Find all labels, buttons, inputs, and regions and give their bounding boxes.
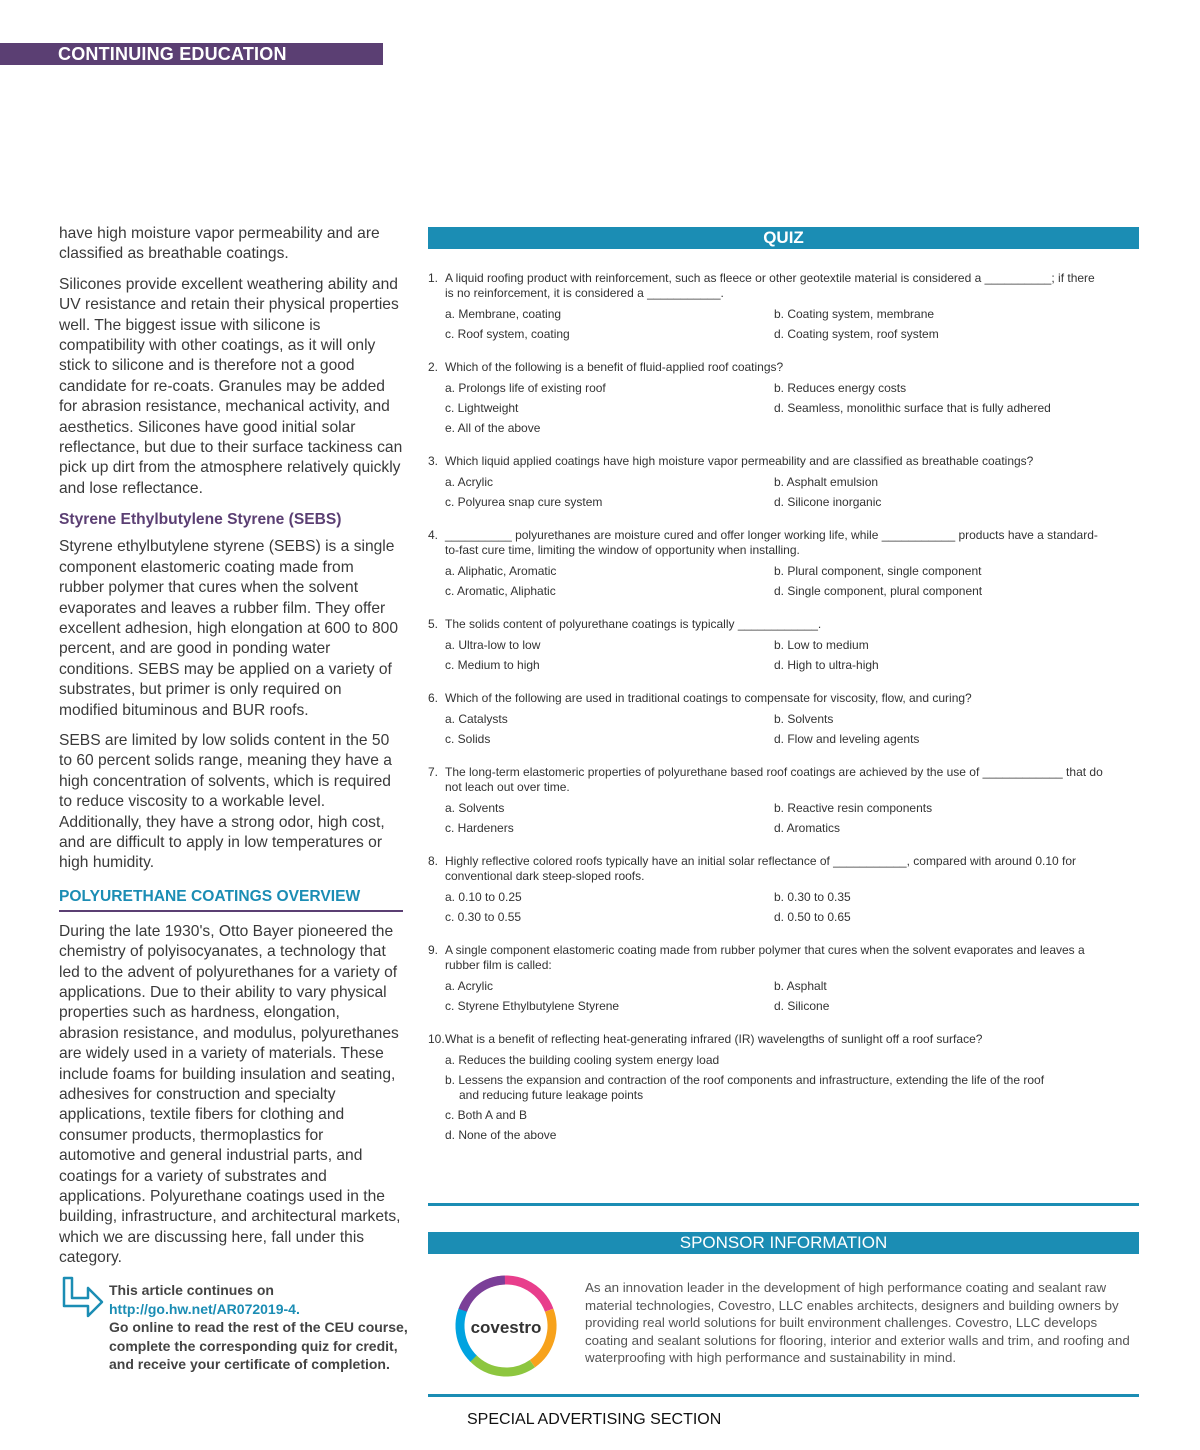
question-stem: Which of the following is a benefit of fluid-applied roof coatings?: [445, 360, 784, 374]
polyurethane-heading: POLYURETHANE COATINGS OVERVIEW: [59, 888, 403, 912]
question-number: 1.: [428, 271, 439, 285]
answer-option: a. Prolongs life of existing roof: [445, 381, 606, 395]
sponsor-description: As an innovation leader in the development of high performance coating and sealant raw material technologies, Covestro, LLC enables architects, designers and building owners by providing real world solutions for built environment challenges. Covestro, LLC develops coating and sealant solutions for flooring, interior and exterior walls and trim, and roofing and waterproofing with high performance and sustainability in mind.: [585, 1280, 1130, 1366]
answer-option: b. Plural component, single component: [774, 564, 982, 578]
answer-option: d. High to ultra-high: [774, 658, 879, 672]
continue-line1: This article continues on: [109, 1282, 274, 1298]
answer-option: d. None of the above: [445, 1128, 557, 1142]
quiz-question: [428, 360, 1139, 436]
section-header-label: CONTINUING EDUCATION: [58, 44, 287, 64]
question-stem: __________ polyurethanes are moisture cured and offer longer working life, while ___________ products have a standard-to-fast cure time, limiting the window of opportunity when installing.: [445, 528, 1098, 557]
quiz-header: [428, 227, 1139, 249]
covestro-logo: [452, 1272, 560, 1380]
question-stem: Highly reflective colored roofs typically have an initial solar reflectance of ___________, compared with around 0.10 for conventional dark steep-sloped roofs.: [445, 854, 1077, 883]
continue-arrow-icon: [58, 1276, 104, 1326]
answer-option: d. Silicone inorganic: [774, 495, 882, 509]
quiz-question: [428, 765, 1139, 836]
continue-link[interactable]: http://go.hw.net/AR072019-4.: [109, 1300, 300, 1317]
answer-option: a. 0.10 to 0.25: [445, 890, 522, 904]
quiz-list: [428, 271, 1139, 1161]
answer-option: a. Membrane, coating: [445, 307, 562, 321]
quiz-question: [428, 271, 1139, 342]
answer-option: a. Aliphatic, Aromatic: [445, 564, 557, 578]
answer-option: b. Solvents: [774, 712, 834, 726]
question-number: 5.: [428, 617, 439, 631]
quiz-question: [428, 1032, 1139, 1143]
answer-option: c. Styrene Ethylbutylene Styrene: [445, 999, 620, 1013]
answer-option: a. Solvents: [445, 801, 505, 815]
quiz-question: [428, 854, 1139, 925]
question-stem: Which of the following are used in traditional coatings to compensate for viscosity, flow, and curing?: [445, 691, 972, 705]
answer-option: a. Acrylic: [445, 979, 494, 993]
sebs-heading: Styrene Ethylbutylene Styrene (SEBS): [59, 511, 342, 529]
answer-option: d. Silicone: [774, 999, 830, 1013]
answer-option: c. Hardeners: [445, 821, 514, 835]
question-number: 9.: [428, 943, 439, 957]
answer-option: c. Roof system, coating: [445, 327, 570, 341]
article-paragraph: Styrene ethylbutylene styrene (SEBS) is a single component elastomeric coating made from rubber polymer that cures when the solvent evaporates and leaves a rubber film. They offer excellent adhesion, high elongation at 600 to 800 percent, and are good in ponding water conditions. SEBS may be applied on a variety of substrates, but primer is only required on modified bituminous and BUR roofs.: [59, 538, 398, 719]
answer-option: b. Reactive resin components: [774, 801, 933, 815]
quiz-question: [428, 617, 1139, 673]
article-column: [59, 224, 403, 1279]
logo-wordmark: covestro: [470, 1318, 542, 1337]
quiz-question: [428, 943, 1139, 1014]
answer-option: e. All of the above: [445, 421, 541, 435]
quiz-title: QUIZ: [763, 228, 804, 247]
question-number: 2.: [428, 360, 439, 374]
question-number: 6.: [428, 691, 439, 705]
answer-option: a. Catalysts: [445, 712, 508, 726]
quiz-question: [428, 528, 1139, 599]
continue-text: [109, 1281, 419, 1374]
answer-option: d. Seamless, monolithic surface that is fully adhered: [774, 401, 1051, 415]
answer-option: c. 0.30 to 0.55: [445, 910, 522, 924]
question-number: 3.: [428, 454, 439, 468]
answer-option: b. Asphalt: [774, 979, 827, 993]
section-header-bar: [0, 43, 383, 65]
answer-option: d. 0.50 to 0.65: [774, 910, 851, 924]
question-stem: Which liquid applied coatings have high moisture vapor permeability and are classified as breathable coatings?: [445, 454, 1034, 468]
sponsor-header: [428, 1232, 1139, 1254]
answer-option: b. Coating system, membrane: [774, 307, 935, 321]
answer-option: c. Polyurea snap cure system: [445, 495, 603, 509]
article-paragraph: have high moisture vapor permeability and are classified as breathable coatings.: [59, 225, 380, 263]
answer-option: c. Medium to high: [445, 658, 540, 672]
answer-option: c. Both A and B: [445, 1108, 528, 1122]
answer-option: b. Lessens the expansion and contraction of the roof components and infrastructure, extending the life of the roof and reducing future leakage points: [445, 1073, 1045, 1102]
quiz-question: [428, 691, 1139, 747]
question-number: 7.: [428, 765, 439, 779]
answer-option: d. Single component, plural component: [774, 584, 983, 598]
answer-option: b. Asphalt emulsion: [774, 475, 879, 489]
answer-option: c. Aromatic, Aliphatic: [445, 584, 556, 598]
footer-label: SPECIAL ADVERTISING SECTION: [467, 1411, 722, 1428]
answer-option: b. Reduces energy costs: [774, 381, 907, 395]
question-stem: What is a benefit of reflecting heat-generating infrared (IR) wavelengths of sunlight off a roof surface?: [445, 1032, 983, 1046]
divider-rule: [428, 1394, 1139, 1397]
question-stem: The long-term elastomeric properties of polyurethane based roof coatings are achieved by the use of ____________ that do not leach out over time.: [445, 765, 1103, 794]
sponsor-title: SPONSOR INFORMATION: [679, 1233, 888, 1252]
quiz-question: [428, 454, 1139, 510]
continue-line2: Go online to read the rest of the CEU course, complete the corresponding quiz for credit, and receive your certificate of completion.: [109, 1319, 408, 1373]
answer-option: b. Low to medium: [774, 638, 869, 652]
answer-option: c. Solids: [445, 732, 491, 746]
question-number: 8.: [428, 854, 439, 868]
answer-option: a. Ultra-low to low: [445, 638, 541, 652]
article-paragraph: Silicones provide excellent weathering ability and UV resistance and retain their physical properties well. The biggest issue with silicone is compatibility with other coatings, as it will only stick to silicone and is therefore not a good candidate for re-coats. Granules may be added for abrasion resistance, mechanical activity, and aesthetics. Silicones have good initial solar reflectance, but due to their surface tackiness can pick up dirt from the atmosphere relatively quickly and lose reflectance.: [59, 275, 403, 497]
question-number: 4.: [428, 528, 439, 542]
question-stem: The solids content of polyurethane coatings is typically ____________.: [445, 617, 822, 631]
question-stem: A liquid roofing product with reinforcement, such as fleece or other geotextile material is considered a __________; if there is no reinforcement, it is considered a ___________.: [445, 271, 1095, 300]
divider-rule: [428, 1203, 1139, 1206]
question-number: 10.: [428, 1032, 445, 1046]
answer-option: d. Flow and leveling agents: [774, 732, 920, 746]
answer-option: d. Aromatics: [774, 821, 841, 835]
answer-option: b. 0.30 to 0.35: [774, 890, 851, 904]
article-paragraph: During the late 1930's, Otto Bayer pioneered the chemistry of polyisocyanates, a technology that led to the advent of polyurethanes for a variety of applications. Due to their ability to vary physical properties such as hardness, elongation, abrasion resistance, and modulus, polyurethanes are widely used in a variety of materials. These include foams for building insulation and seating, adhesives for construction and specialty applications, textile fibers for clothing and consumer products, thermoplastics for automotive and general industrial parts, and coatings for a variety of substrates and applications. Polyurethane coatings used in the building, infrastructure, and architectural markets, which we are discussing here, fall under this category.: [59, 922, 401, 1267]
question-stem: A single component elastomeric coating made from rubber polymer that cures when the solvent evaporates and leaves a rubber film is called:: [445, 943, 1085, 972]
answer-option: a. Reduces the building cooling system energy load: [445, 1053, 720, 1067]
article-paragraph: SEBS are limited by low solids content in the 50 to 60 percent solids range, meaning they have a high concentration of solvents, which is required to reduce viscosity to a workable level. Additionally, they have a strong odor, high cost, and are difficult to apply in low temperatures or high humidity.: [59, 731, 392, 872]
answer-option: c. Lightweight: [445, 401, 519, 415]
answer-option: d. Coating system, roof system: [774, 327, 939, 341]
answer-option: a. Acrylic: [445, 475, 494, 489]
